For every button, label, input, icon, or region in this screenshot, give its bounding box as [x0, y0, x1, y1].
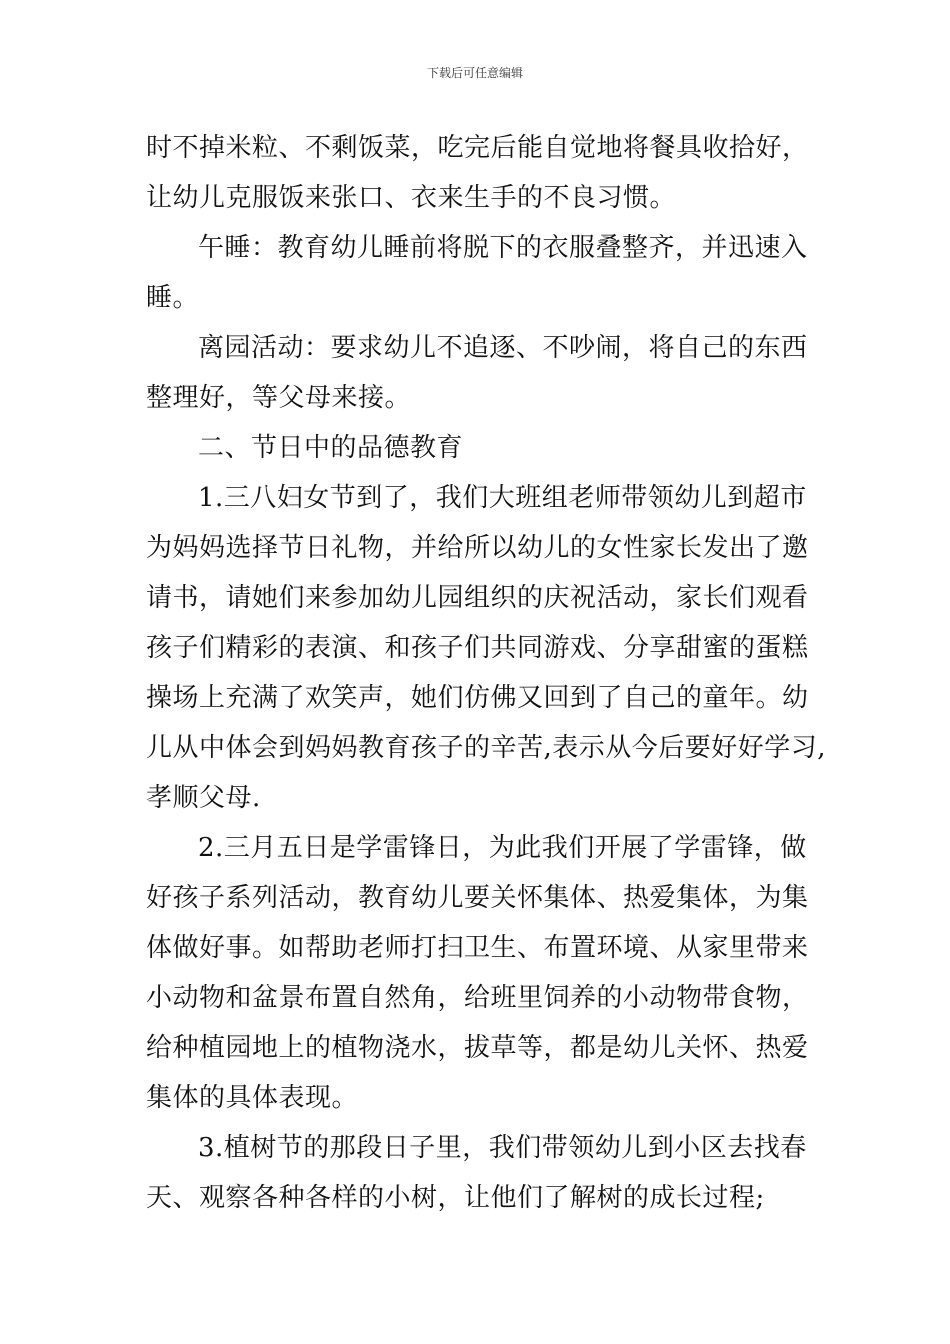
- text-line: 操场上充满了欢笑声，她们仿佛又回到了自己的童年。幼: [146, 683, 809, 713]
- text-line: 小动物和盆景布置自然角，给班里饲养的小动物带食物，: [146, 983, 809, 1013]
- text-line: 集体的具体表现。: [146, 1083, 359, 1113]
- text-line: 3.植树节的那段日子里，我们带领幼儿到小区去找春: [198, 1133, 807, 1163]
- text-line: 为妈妈选择节日礼物，并给所以幼儿的女性家长发出了邀: [146, 533, 809, 563]
- text-line: 1.三八妇女节到了，我们大班组老师带领幼儿到超市: [198, 483, 807, 513]
- text-line: 让幼儿克服饭来张口、衣来生手的不良习惯。: [146, 183, 677, 213]
- text-line: 2.三月五日是学雷锋日，为此我们开展了学雷锋，做: [198, 833, 807, 863]
- text-line: 二、节日中的品德教育: [198, 433, 464, 463]
- text-line: 好孩子系列活动，教育幼儿要关怀集体、热爱集体，为集: [146, 883, 809, 913]
- document-body: [146, 128, 827, 1228]
- text-line: 给种植园地上的植物浇水，拔草等，都是幼儿关怀、热爱: [146, 1033, 809, 1063]
- text-line: 孝顺父母.: [146, 783, 261, 813]
- text-line: 时不掉米粒、不剩饭菜，吃完后能自觉地将餐具收拾好，: [146, 133, 809, 163]
- text-line: 儿从中体会到妈妈教育孩子的辛苦,表示从今后要好好学习,: [146, 733, 827, 763]
- text-line: 离园活动：要求幼儿不追逐、不吵闹，将自己的东西: [198, 333, 808, 363]
- text-line: 孩子们精彩的表演、和孩子们共同游戏、分享甜蜜的蛋糕: [146, 633, 809, 663]
- text-line: 天、观察各种各样的小树，让他们了解树的成长过程;: [146, 1183, 765, 1213]
- page-header: 下载后可任意编辑: [426, 66, 523, 80]
- text-line: 整理好，等父母来接。: [146, 383, 412, 413]
- text-line: 睡。: [146, 283, 200, 313]
- text-line: 体做好事。如帮助老师打扫卫生、布置环境、从家里带来: [146, 933, 809, 963]
- text-line: 午睡：教育幼儿睡前将脱下的衣服叠整齐，并迅速入: [198, 233, 808, 263]
- text-line: 请书，请她们来参加幼儿园组织的庆祝活动，家长们观看: [146, 583, 809, 613]
